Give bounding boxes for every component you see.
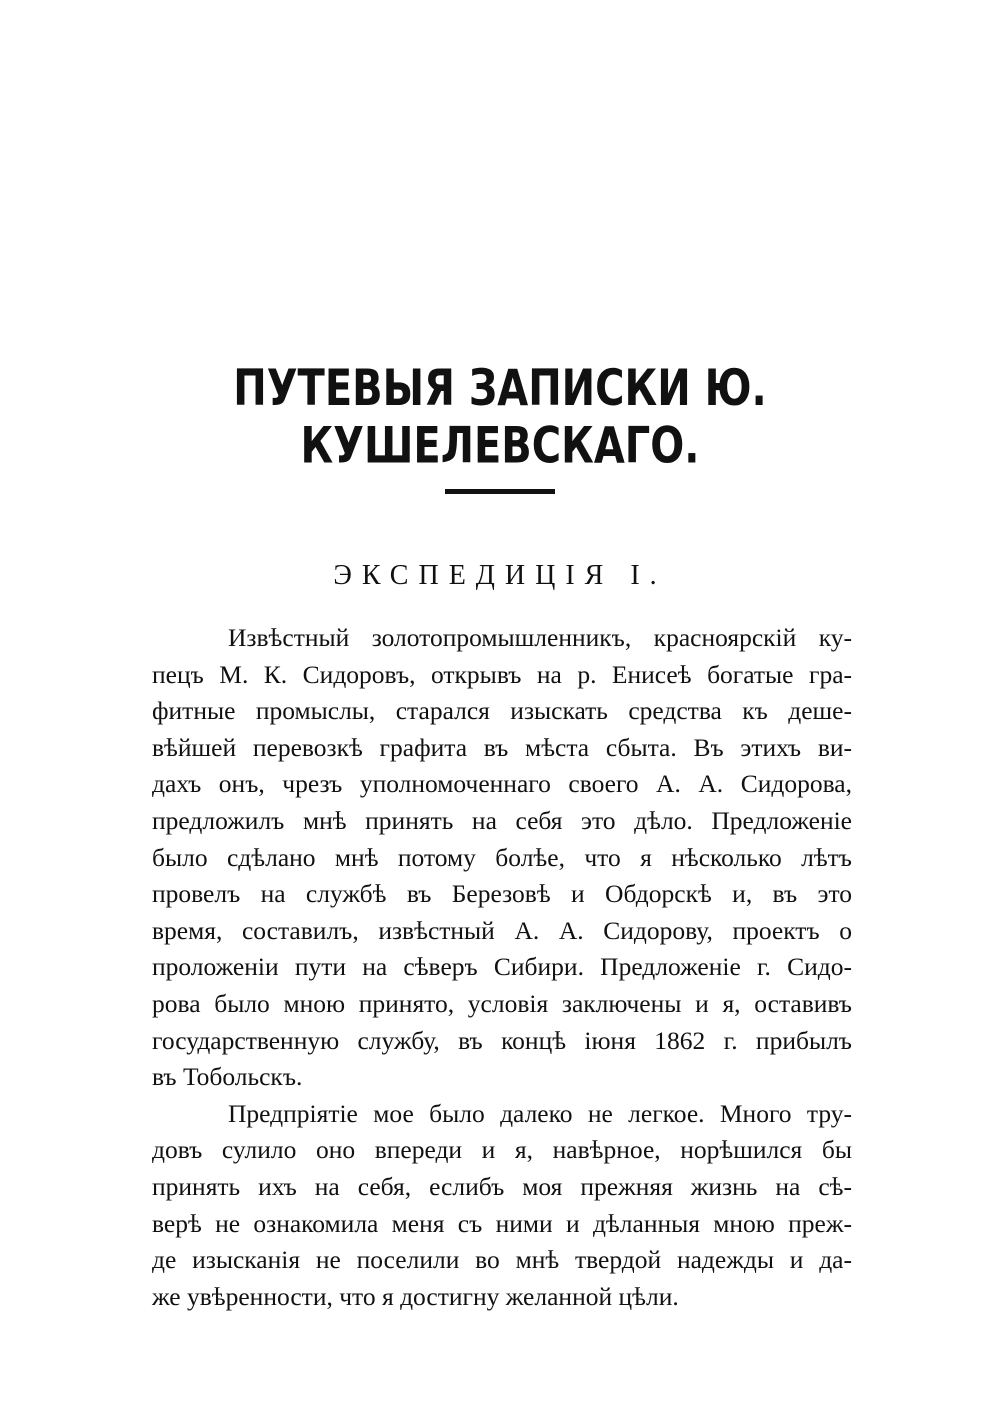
text-line: было сдѣлано мнѣ потому болѣе, что я нѣсколько лѣтъ: [152, 842, 852, 872]
text-line: рова было мною принято, условія заключены и я, оставивъ: [152, 988, 852, 1018]
text-line: принять ихъ на себя, еслибъ моя прежняя жизнь на сѣ-: [152, 1171, 852, 1201]
text-line: проложеніи пути на сѣверъ Сибири. Предложеніе г. Сидо-: [152, 952, 852, 982]
page-title: ПУТЕВЫЯ ЗАПИСКИ Ю. КУШЕЛЕВСКАГО.: [233, 360, 767, 475]
text-line: пецъ М. К. Сидоровъ, открывъ на р. Енисеѣ богатые гра-: [152, 659, 852, 689]
text-line: же увѣренности, что я достигну желанной цѣли.: [152, 1281, 679, 1311]
text-line: де изысканія не поселили во мнѣ твердой надежды и да-: [152, 1245, 852, 1275]
paragraph: [152, 620, 852, 1096]
text-line: довъ сулило оно впереди и я, навѣрное, норѣшился бы: [152, 1135, 852, 1165]
text-line: время, составилъ, извѣстный А. А. Сидорову, проектъ о: [152, 915, 852, 945]
body-text: [152, 620, 852, 1315]
text-line: Извѣстный золотопромышленникъ, красноярскій ку-: [228, 623, 852, 652]
text-line: фитные промыслы, старался изыскать средства къ деше-: [152, 696, 852, 726]
text-line: провелъ на службѣ въ Березовѣ и Обдорскѣ и, въ это: [152, 879, 852, 909]
section-heading: ЭКСПЕДИЦІЯ I.: [333, 560, 667, 591]
text-line: верѣ не ознакомила меня съ ними и дѣланныя мною преж-: [152, 1208, 852, 1238]
text-line: вѣйшей перевозкѣ графита въ мѣста сбыта. Въ этихъ ви-: [152, 732, 852, 762]
text-line: предложилъ мнѣ принять на себя это дѣло. Предложеніе: [152, 805, 852, 835]
text-line: Предпріятіе мое было далеко не легкое. Много тру-: [228, 1098, 852, 1128]
text-line: государственную службу, въ концѣ іюня 1862 г. прибылъ: [152, 1025, 852, 1055]
text-line: въ Тобольскъ.: [152, 1062, 303, 1092]
text-line: дахъ онъ, чрезъ уполномоченнаго своего А. А. Сидорова,: [152, 769, 852, 799]
paragraph: [152, 1096, 852, 1316]
title-divider: [445, 489, 555, 494]
